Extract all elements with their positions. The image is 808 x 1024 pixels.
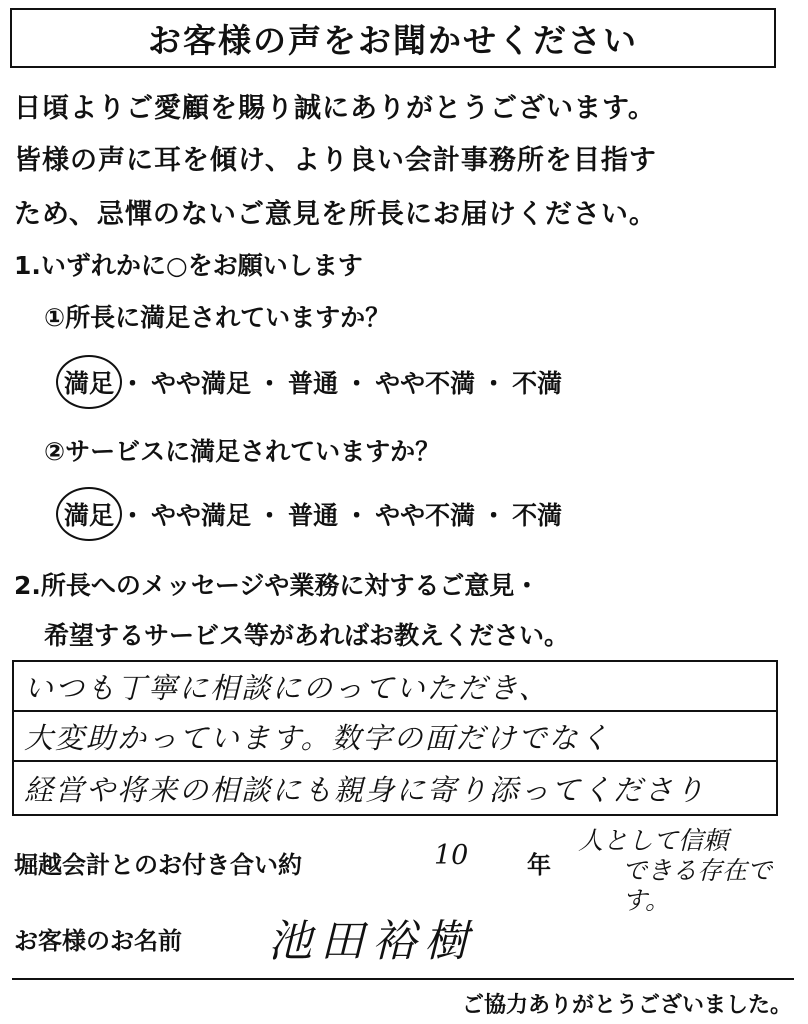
question-2-line-2: 希望するサービス等があればお教えください。 xyxy=(44,621,570,650)
option-somewhat-satisfied[interactable]: やや満足 xyxy=(151,501,252,530)
intro-line-3: ため、忌憚のないご意見を所長にお届けください。 xyxy=(14,199,657,230)
comment-box[interactable] xyxy=(12,660,778,816)
relationship-years[interactable]: 10 xyxy=(434,840,469,871)
question-1-2-text: ②サービスに満足されていますか？ xyxy=(44,437,441,466)
note-line-1: 人として信頼 xyxy=(578,826,729,855)
separator: ・ xyxy=(344,369,370,398)
option-dissatisfied[interactable]: 不満 xyxy=(512,501,563,530)
note-line-2: できる存在です。 xyxy=(622,856,773,915)
option-dissatisfied[interactable]: 不満 xyxy=(512,369,563,398)
option-satisfied-selected[interactable]: 満足 xyxy=(64,496,114,532)
relationship-unit: 年 xyxy=(527,851,551,879)
separator: ・ xyxy=(344,501,370,530)
relationship-note xyxy=(578,826,804,916)
separator: ・ xyxy=(481,369,507,398)
intro-line-1: 日頃よりご愛顧を賜り誠にありがとうございます。 xyxy=(14,93,656,124)
option-neutral[interactable]: 普通 xyxy=(288,369,339,398)
comment-line-1: いつも丁寧に相談にのっていただき、 xyxy=(14,662,776,712)
option-neutral[interactable]: 普通 xyxy=(288,501,339,530)
question-1-2-options xyxy=(64,496,562,532)
question-1-1-options xyxy=(64,364,562,400)
separator: ・ xyxy=(120,501,146,530)
separator: ・ xyxy=(257,501,283,530)
comment-line-3: 経営や将来の相談にも親身に寄り添ってくださり xyxy=(24,772,707,807)
separator: ・ xyxy=(481,501,507,530)
question-1-heading: 1.いずれかに○をお願いします xyxy=(14,251,363,280)
footer-thanks: ご協力ありがとうございました。 xyxy=(461,993,792,1018)
relationship-label: 堀越会計とのお付き合い約 xyxy=(14,851,302,879)
separator: ・ xyxy=(257,369,283,398)
comment-line-2: 大変助かっています。数字の面だけでなく xyxy=(14,712,776,762)
customer-name-label: お客様のお名前 xyxy=(14,927,182,955)
intro-line-2: 皆様の声に耳を傾け、より良い会計事務所を目指す xyxy=(14,145,657,176)
option-somewhat-dissatisfied[interactable]: やや不満 xyxy=(375,501,476,530)
question-1-1-text: ①所長に満足されていますか？ xyxy=(44,303,391,332)
separator: ・ xyxy=(120,369,146,398)
option-somewhat-satisfied[interactable]: やや満足 xyxy=(151,369,252,398)
customer-name-value[interactable]: 池田裕樹 xyxy=(268,916,476,967)
form-title: お客様の声をお聞かせください xyxy=(10,8,776,68)
name-underline xyxy=(12,978,794,980)
question-2-line-1: 2.所長へのメッセージや業務に対するご意見・ xyxy=(14,571,540,600)
option-satisfied-selected[interactable]: 満足 xyxy=(64,364,114,400)
option-somewhat-dissatisfied[interactable]: やや不満 xyxy=(375,369,476,398)
